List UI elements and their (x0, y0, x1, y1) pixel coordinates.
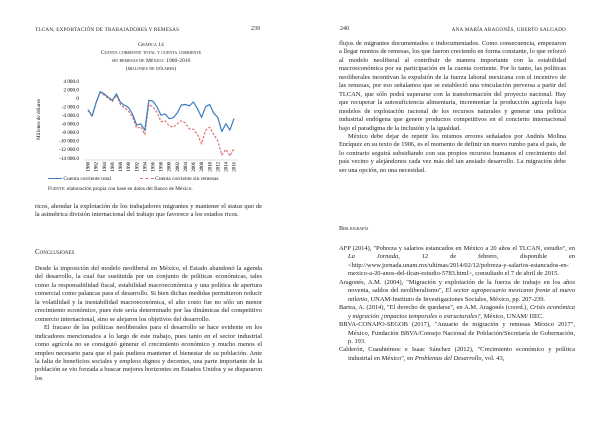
x-tick-label: 1994 (143, 162, 149, 172)
x-tick-label: 2014 (224, 162, 230, 172)
y-tick-label: 0 (76, 95, 79, 102)
x-tick-label: 2002 (175, 162, 181, 172)
figure-title-line3: (millones de dólares) (125, 66, 177, 72)
y-tick-label: -14 000.0 (59, 155, 79, 162)
paragraph-end: ricos, ahondar la explotación de los trabajadores migrantes y mantener el status quo de la asimétrica división internacional del trabajo que favorece a los estados ricos. (35, 203, 262, 219)
running-head-right: ANA MARÍA ARAGONÉS, UBERTO SALGADO (451, 27, 566, 33)
running-head-left: TLCAN, EXPORTACIÓN DE TRABAJADORES Y REMESAS (35, 27, 180, 33)
section-heading-conclusiones: Conclusiones (35, 248, 75, 256)
legend-label-total: Cuenta corriente total (63, 176, 112, 182)
x-tick-label: 2012 (216, 162, 222, 172)
figure-label: Gráfica 14 (138, 42, 164, 48)
x-tick-label: 1996 (151, 162, 157, 172)
x-tick-label: 2000 (167, 162, 173, 172)
bibliography-list (339, 245, 575, 363)
figure-title-line1: Cuenta corriente total y cuenta corriente (100, 50, 202, 56)
x-tick-label: 1992 (135, 162, 141, 172)
page-number-left: 239 (251, 26, 260, 32)
source-text: elaboración propia con base en datos del Banco de México. (65, 186, 193, 192)
y-tick-label: 2 000.0 (63, 87, 79, 94)
y-tick-label: -10 000.0 (59, 138, 79, 145)
x-tick-label: 1984 (102, 162, 108, 172)
x-tick-label: 2010 (208, 162, 214, 172)
conclusions-paragraph-1: Desde la imposición del modelo neoliberal en México, el Estado abandonó la agenda del desarrollo, la cual fue sustituida por un conjunto de políticas económicas, tales como la responsabilidad fiscal, estabilidad macroeconómica y una política de apertura comercial como palancas para el desarrollo. Si bien dichas medidas permitieron reducir la volatilidad y la inestabilidad macroeconómica, el alto costo fue no sólo un menor crecimiento económico, pues éste sería determinado por las dinámicas del competitivo comercio internacional, sino se alejaron los objetivos del desarrollo. (35, 265, 262, 323)
conclusions-paragraph-2: El fracaso de las políticas neoliberales para el desarrollo se hace evidente en los indicadores mencionados a lo largo de este trabajo, pues tanto en el sector industrial como agrícola no se consiguió generar el crecimiento económico y mucho menos el empleo necesario para que el país pudiera mantener el bienestar de su población. Ante la falta de beneficios sociales y empleos dignos y decentes, una parte importante de la población se vio forzada a buscar mejores horizontes en Estados Unidos y se dispararon los (35, 324, 262, 382)
x-tick-label: 2016 (232, 162, 238, 172)
y-axis-label: Millones de dólares (36, 99, 42, 140)
right-body (339, 40, 566, 175)
x-tick-label: 2004 (183, 162, 189, 172)
x-tick-label: 1986 (110, 162, 116, 172)
legend-swatch-sin-remesas (140, 178, 154, 179)
figure-title-line2: sin remesas de México: 1980-2016 (111, 58, 191, 64)
page-number-right: 240 (340, 26, 349, 32)
reference-item: Calderón, Cuauhtémoc e Isaac Sánchez (2012), "Crecimiento económico y política industrial en México", en Problemas del Desarrollo, vol. 43, (339, 346, 575, 362)
figure-caption (35, 41, 267, 73)
y-tick-label: -12 000.0 (59, 147, 79, 154)
x-tick-label: 2006 (192, 162, 198, 172)
series-line-sin-remesas (88, 93, 234, 156)
x-tick-label: 1990 (127, 162, 133, 172)
x-tick-label: 2008 (200, 162, 206, 172)
y-tick-label: -8 000.0 (61, 130, 79, 137)
source-label: Fuente: (48, 186, 66, 192)
y-tick-label: -2 000.0 (61, 104, 79, 111)
reference-item: BBVA-CONAPO-SEGOB (2017), "Anuario de migración y remesas México 2017", México, Fundación BBVA/Consejo Nacional de Población/Secretaría de Gobernación, p. 193. (339, 321, 575, 345)
series-line-total (88, 92, 234, 132)
y-tick-label: 4 000.0 (63, 78, 79, 85)
x-tick-label: 1988 (119, 162, 125, 172)
x-tick-label: 1980 (86, 162, 92, 172)
conclusions-body (35, 265, 262, 383)
legend-label-sin-remesas: Cuenta corriente sin remesas (155, 176, 219, 182)
x-tick-label: 1982 (94, 162, 100, 172)
legend-swatch-total (48, 178, 62, 179)
y-tick-label: -6 000.0 (61, 121, 79, 128)
right-paragraph-2: México debe dejar de repetir los mismos errores señalados por Andrés Molina Enríquez en su texto de 1906, es el momento de definir un nuevo rumbo para el país, de lo contrario seguirá subsidiando con sus propios recursos humanos el crecimiento del país vecino y alejándonos cada vez más del tan ansiado desarrollo. La migración debe ser una opción, no una necesidad. (339, 132, 566, 174)
reference-item: Aragonés, A.M. (2004), "Migración y explotación de la fuerza de trabajo en los años noventa, saldos del neoliberalismo", El sector agropecuario mexicano frente al nuevo milenio, UNAM-Instituto de Investigaciones Sociales, México, pp. 207-239. (339, 278, 575, 303)
x-tick-label: 1998 (159, 162, 165, 172)
reference-item: Bartra, A. (2014), "El derecho de quedarse", en A.M. Aragonés (coord.), Crisis económica y migración ¿impactos temporales o estructurales?, México, UNAM/ IIEC. (339, 304, 575, 320)
y-tick-label: -4 000.0 (61, 113, 79, 120)
chart-legend (48, 176, 268, 182)
section-heading-bibliografia: Bibliografía (339, 226, 369, 232)
reference-item: AFP (2014), "Pobreza y salarios estancados en México a 20 años el TLCAN, estudio", en La Jornada, 12 de febrero, disponible en <http://www.jornada.unam.mx/ultimas/2014/02/12/pobreza-y-salarios-estancados-en-mexico-a-20-anos-del-tlcan-estudio-5783.html>, consultado el 7 de abril de 2015. (339, 245, 575, 278)
line-chart (30, 75, 250, 175)
right-paragraph-1: flujos de migrantes documentados e indocumentados. Como consecuencia, empezaron a llegar montos de remesas, los que fueron creciendo en forma constante, lo que reforzó al modelo neoliberal al contribuir de manera importante con la estabilidad macroeconómica por su participación en la cuenta corriente. Por lo tanto, las políticas neoliberales incentivan la expulsión de la fuerza laboral mexicana con el incentivo de las remesas, por eso señalamos que se estableció una vinculación perversa a partir del TLCAN, que sólo podrá superarse con la transformación del proyecto nacional. Hay que recuperar la autosuficiencia alimentaria, incrementar la producción agrícola bajo modelos de explotación racional de los recursos naturales y generar una política industrial endógena que genere productos competitivos en el concierto internacional bajo el paradigma de la inclusión y la igualdad. (339, 40, 566, 132)
figure-source (48, 186, 193, 192)
